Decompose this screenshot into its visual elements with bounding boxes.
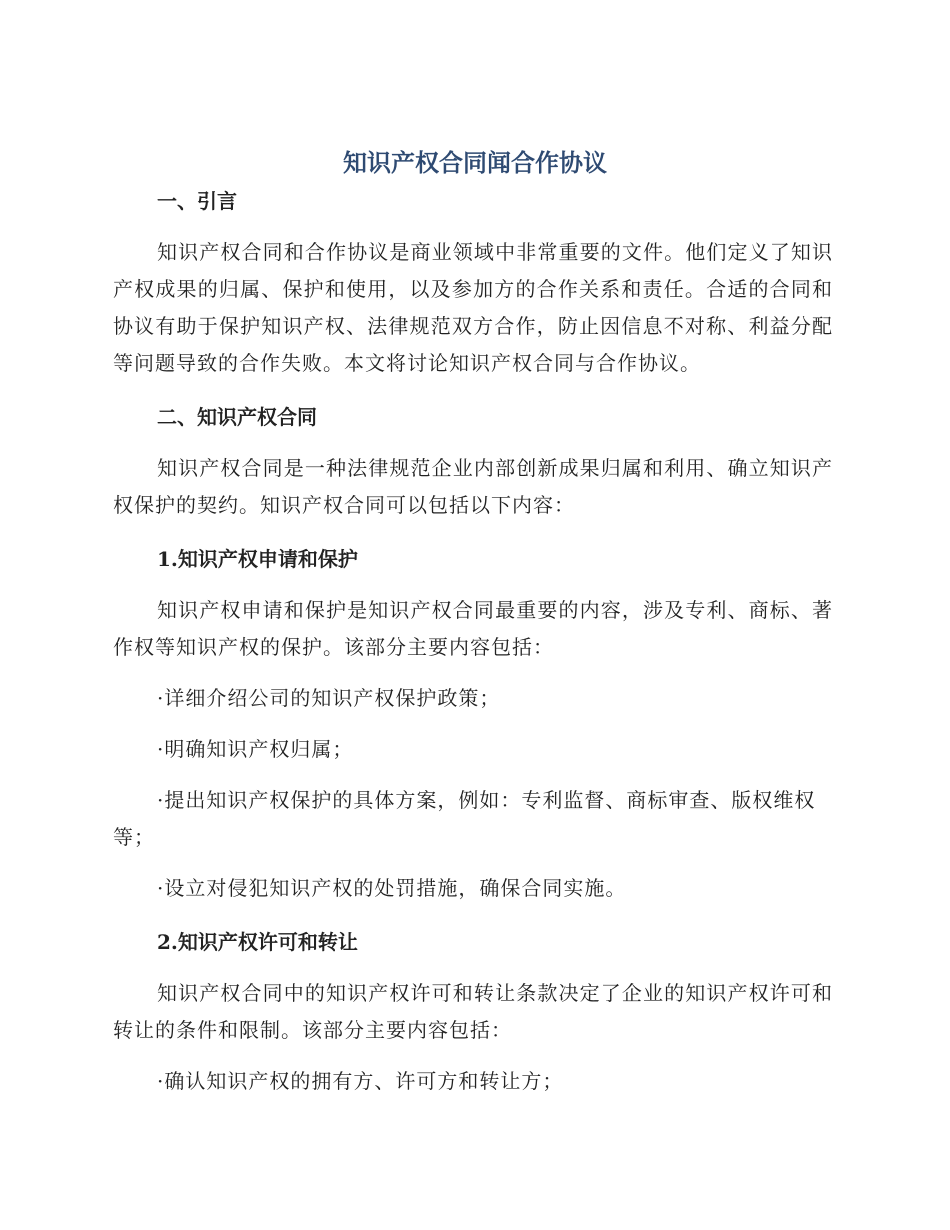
section-heading-introduction: 一、引言: [157, 189, 237, 213]
application-protection-paragraph: 知识产权申请和保护是知识产权合同最重要的内容，涉及专利、商标、著作权等知识产权的保护。该部分主要内容包括：: [113, 598, 833, 659]
license-transfer-paragraph: 知识产权合同中的知识产权许可和转让条款决定了企业的知识产权许可和转让的条件和限制。该部分主要内容包括：: [113, 981, 833, 1042]
list-item: ·详细介绍公司的知识产权保护政策；: [157, 686, 501, 710]
list-item: ·明确知识产权归属；: [157, 737, 354, 761]
document-title: 知识产权合同闻合作协议: [343, 149, 607, 177]
list-item: ·设立对侵犯知识产权的处罚措施，确保合同实施。: [157, 876, 627, 900]
list-item: ·提出知识产权保护的具体方案，例如：专利监督、商标审查、版权维权等；: [113, 788, 816, 849]
introduction-paragraph: 知识产权合同和合作协议是商业领域中非常重要的文件。他们定义了知识产权成果的归属、保护和使用，以及参加方的合作关系和责任。合适的合同和协议有助于保护知识产权、法律规范双方合作，防止因信息不对称、利益分配等问题导致的合作失败。本文将讨论知识产权合同与合作协议。: [113, 240, 833, 375]
ip-contract-paragraph: 知识产权合同是一种法律规范企业内部创新成果归属和利用、确立知识产权保护的契约。知识产权合同可以包括以下内容：: [113, 456, 833, 517]
document-body: [113, 184, 833, 1100]
subsection-heading-license-transfer: 2.知识产权许可和转让: [157, 930, 358, 954]
section-heading-ip-contract: 二、知识产权合同: [157, 405, 317, 429]
subsection-heading-application-protection: 1.知识产权申请和保护: [157, 547, 358, 571]
list-item: ·确认知识产权的拥有方、许可方和转让方；: [157, 1069, 564, 1093]
